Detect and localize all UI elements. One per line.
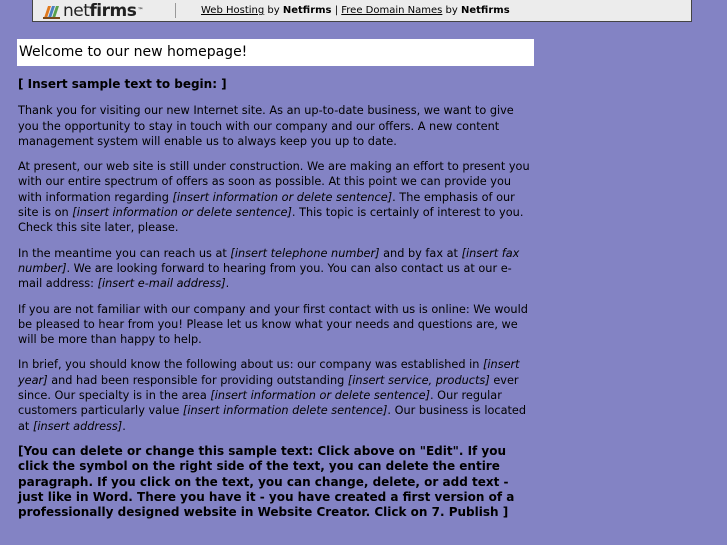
p3-text-e: . We are looking forward to hearing from you. You can also contact us at our e-mail address: — [18, 261, 512, 291]
p2-text-e: . This topic is certainly of interest to you. Check this site later, please. — [18, 206, 524, 235]
p5-text-i: . Our business is located at — [18, 404, 527, 433]
top-banner — [32, 0, 692, 22]
paragraph-intro: Thank you for visiting our new Internet site. As an up-to-date business, we want to give you the opportunity to stay in touch with our company and our offers. A new content management system will enable us to always keep you up to date. — [18, 104, 514, 148]
p2-placeholder-2: [insert information or delete sentence] — [72, 206, 292, 220]
logo-net: net — [63, 1, 90, 21]
sample-text-heading: [ Insert sample text to begin: ] — [18, 77, 227, 91]
paragraph-construction — [18, 159, 534, 235]
web-hosting-link[interactable]: Web Hosting — [201, 5, 265, 16]
p5-text-g: . Our regular customers particularly value — [18, 389, 502, 418]
page-title: Welcome to our new homepage! — [17, 39, 534, 66]
by-text-2: by — [445, 5, 458, 16]
p3-placeholder-email: [insert e-mail address] — [97, 277, 226, 291]
p5-text-k: . — [122, 419, 126, 433]
p5-placeholder-value: [insert information delete sentence] — [182, 404, 388, 418]
p3-text-c: and by fax at — [379, 246, 462, 260]
p2-text-a: At present, our web site is still under construction. We are making an effort to present you with our entire spectrum of offers as soon as possible. At this point we can provide you with information regarding — [18, 160, 530, 204]
logo-trademark: ™ — [137, 7, 144, 14]
p3-text-a: In the meantime you can reach us at — [18, 246, 231, 260]
paragraph-about — [18, 357, 534, 433]
p3-placeholder-phone: [insert telephone number] — [230, 246, 380, 260]
banner-divider — [175, 3, 176, 18]
paragraph-first-contact: If you are not familiar with our company and your first contact with us is online: We would be pleased to hear from you! Please let us know what your needs and questions are, we will be more than happy to help. — [18, 302, 528, 347]
p5-text-c: and had been responsible for providing outstanding — [47, 373, 348, 387]
logo-firms: firms — [89, 1, 137, 21]
paragraph-instructions: [You can delete or change this sample text: Click above on "Edit". If you click the symbol on the right side of the text, you can delete the entire paragraph. If you click on the text, you can change, delete, or add text - just like in Word. There you have it - you have created a first version of a professionally designed website in Website Creator. Click on 7. Publish ] — [18, 443, 515, 520]
banner-links — [201, 4, 510, 17]
link-separator: | — [334, 5, 339, 16]
netfirms-brand-1: Netfirms — [282, 5, 332, 16]
p5-text-a: In brief, you should know the following about us: our company was established in — [18, 358, 483, 372]
netfirms-logo-icon — [42, 3, 62, 20]
by-text-1: by — [267, 5, 280, 16]
p5-placeholder-year: [insert year] — [18, 358, 520, 387]
p2-placeholder-1: [insert information or delete sentence] — [172, 190, 393, 204]
p2-text-c: . The emphasis of our site is on — [18, 190, 515, 220]
free-domain-names-link[interactable]: Free Domain Names — [341, 5, 443, 16]
p5-text-e: ever since. Our specialty is in the area — [18, 373, 519, 403]
netfirms-logo[interactable] — [42, 2, 143, 20]
p5-placeholder-specialty: [insert information or delete sentence] — [210, 389, 430, 403]
main-content — [18, 77, 534, 530]
p3-placeholder-fax: [insert fax number] — [18, 246, 520, 275]
netfirms-brand-2: Netfirms — [461, 5, 510, 16]
p3-text-g: . — [225, 277, 230, 291]
logo-wordmark — [63, 2, 136, 20]
p5-placeholder-address: [insert address] — [32, 419, 123, 433]
p5-placeholder-service: [insert service, products] — [347, 373, 490, 387]
paragraph-contact — [18, 246, 534, 292]
